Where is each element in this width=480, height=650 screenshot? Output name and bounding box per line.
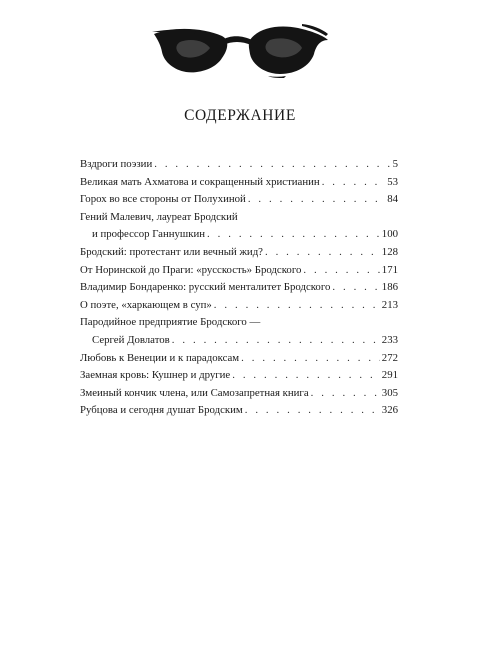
toc-entry	[80, 350, 398, 368]
toc-entry-title: Пародийное предприятие Бродского —	[80, 316, 261, 329]
toc-entry-line	[80, 385, 398, 403]
toc-entry-title: О поэте, «харкающем в суп»	[80, 298, 212, 311]
toc-page-number: 186	[381, 281, 398, 294]
toc-entry-line	[80, 262, 398, 280]
toc-page-number: 305	[381, 386, 398, 399]
toc-entry	[80, 314, 398, 349]
dot-leader	[232, 367, 380, 385]
toc-entry	[80, 174, 398, 192]
toc-entry-line	[80, 191, 398, 209]
dot-leader	[245, 402, 380, 420]
toc-entry-line	[80, 156, 398, 174]
toc-page-number: 326	[381, 404, 398, 417]
toc-entry-title: Горох во все стороны от Полухиной	[80, 193, 246, 206]
toc-page-number: 128	[381, 245, 398, 258]
toc-page-number: 84	[387, 193, 398, 206]
dot-leader	[332, 279, 379, 297]
toc-page-number: 5	[392, 158, 398, 170]
toc-page-number: 171	[381, 263, 398, 276]
toc-entry-line	[80, 350, 398, 368]
dot-leader	[311, 385, 380, 403]
toc-entry-line	[80, 314, 398, 332]
table-of-contents	[80, 156, 398, 420]
toc-entry	[80, 209, 398, 244]
toc-entry-line	[80, 209, 398, 227]
toc-entry-line	[80, 402, 398, 420]
toc-entry-title: От Норинской до Праги: «русскость» Бродского	[80, 263, 302, 276]
toc-entry-title: Вздроги поэзии	[80, 158, 153, 170]
toc-entry-line	[80, 244, 398, 262]
toc-entry-title: и профессор Ганнушкин	[92, 228, 206, 241]
toc-entry-title: Сергей Довлатов	[92, 333, 170, 346]
dot-leader	[207, 226, 380, 244]
dot-leader	[172, 332, 380, 350]
toc-page-number: 213	[381, 298, 398, 311]
toc-entry-title: Бродский: протестант или вечный жид?	[80, 245, 263, 258]
toc-page-number: 272	[381, 351, 398, 364]
dot-leader	[322, 174, 386, 192]
toc-entry-line	[80, 367, 398, 385]
toc-entry-title: Рубцова и сегодня душат Бродским	[80, 404, 243, 417]
toc-entry	[80, 262, 398, 280]
dot-leader	[265, 244, 380, 262]
toc-page-number: 100	[381, 228, 398, 241]
page-title: СОДЕРЖАНИЕ	[184, 107, 296, 124]
dot-leader	[154, 156, 390, 174]
spectacles-ornament-icon	[152, 20, 328, 78]
dot-leader	[303, 262, 379, 280]
toc-entry-line	[80, 279, 398, 297]
toc-entry-title: Любовь к Венеции и к парадоксам	[80, 351, 240, 364]
dot-leader	[214, 297, 380, 315]
dot-leader	[241, 350, 380, 368]
toc-entry-title: Гений Малевич, лауреат Бродский	[80, 210, 238, 223]
dot-leader	[248, 191, 385, 209]
toc-entry	[80, 367, 398, 385]
toc-page-number: 233	[381, 333, 398, 346]
toc-entry-title: Владимир Бондаренко: русский менталитет Бродского	[80, 281, 331, 294]
toc-entry-title: Великая мать Ахматова и сокращенный христианин	[80, 175, 320, 188]
toc-entry-line	[80, 174, 398, 192]
toc-entry	[80, 244, 398, 262]
toc-entry-line	[80, 226, 398, 244]
toc-entry-title: Заемная кровь: Кушнер и другие	[80, 369, 231, 382]
toc-entry-title: Змеиный кончик члена, или Самозапретная книга	[80, 386, 309, 399]
toc-entry	[80, 191, 398, 209]
toc-entry	[80, 279, 398, 297]
toc-entry	[80, 156, 398, 174]
toc-page-number: 53	[387, 175, 398, 188]
toc-entry	[80, 297, 398, 315]
toc-page-number: 291	[381, 369, 398, 382]
toc-entry	[80, 385, 398, 403]
toc-entry-line	[80, 332, 398, 350]
toc-entry-line	[80, 297, 398, 315]
toc-entry	[80, 402, 398, 420]
